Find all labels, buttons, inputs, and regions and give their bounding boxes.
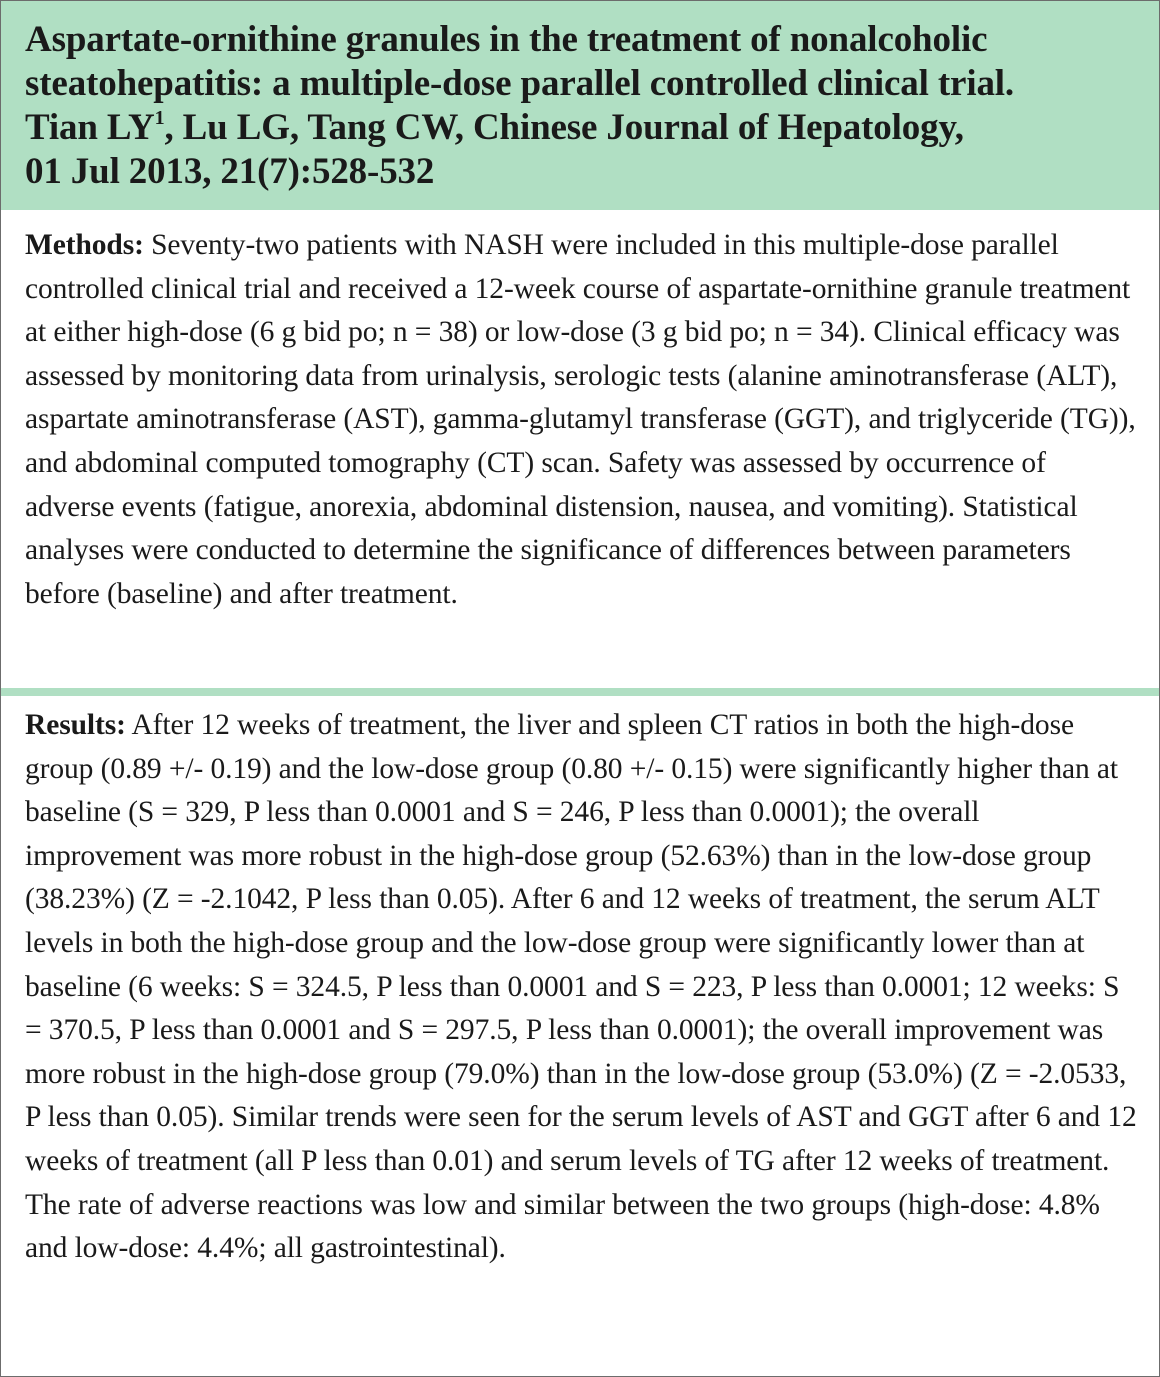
methods-section xyxy=(1,224,1159,616)
methods-text: Seventy-two patients with NASH were included in this multiple-dose parallel controlled clinical trial and received a 12-week course of aspartate-ornithine granule treatment at either high-dose (6 g bid po; n = 38) or low-dose (3 g bid po; n = 34). Clinical efficacy was assessed by monitoring data from urinalysis, serologic tests (alanine aminotransferase (ALT), aspartate aminotransferase (AST), gamma-glutamyl transferase (GGT), and triglyceride (TG)), and abdominal computed tomography (CT) scan. Safety was assessed by occurrence of adverse events (fatigue, anorexia, abdominal distension, nausea, and vomiting). Statistical analyses were conducted to determine the significance of differences between parameters before (baseline) and after treatment. xyxy=(25,229,1136,610)
citation-header xyxy=(1,1,1159,210)
affiliation-marker: 1 xyxy=(154,107,165,129)
lead-author: Tian LY xyxy=(25,107,155,148)
methods-label: Methods: xyxy=(25,229,144,261)
results-text: After 12 weeks of treatment, the liver and spleen CT ratios in both the high-dose group (0.89 +/- 0.19) and the low-dose group (0.80 +/- 0.15) were significantly higher than at baseline (S = 329, P less than 0.0001 and S = 246, P less than 0.0001); the overall improvement was more robust in the high-dose group (52.63%) than in the low-dose group (38.23%) (Z = -2.1042, P less than 0.05). After 6 and 12 weeks of treatment, the serum ALT levels in both the high-dose group and the low-dose group were significantly lower than at baseline (6 weeks: S = 324.5, P less than 0.0001 and S = 223, P less than 0.0001; 12 weeks: S = 370.5, P less than 0.0001 and S = 297.5, P less than 0.0001); the overall improvement was more robust in the high-dose group (79.0%) than in the low-dose group (53.0%) (Z = -2.0533, P less than 0.05). Similar trends were seen for the serum levels of AST and GGT after 6 and 12 weeks of treatment (all P less than 0.01) and serum levels of TG after 12 weeks of treatment. The rate of adverse reactions was low and similar between the two groups (high-dose: 4.8% and low-dose: 4.4%; all gastrointestinal). xyxy=(25,709,1137,1265)
other-authors-journal: , Lu LG, Tang CW, Chinese Journal of Hepatology, xyxy=(164,107,964,148)
results-paragraph xyxy=(25,704,1137,1271)
section-divider xyxy=(1,688,1159,696)
citation-line xyxy=(25,106,1139,150)
results-label: Results: xyxy=(25,709,126,741)
methods-paragraph xyxy=(25,224,1137,616)
article-title: Aspartate-ornithine granules in the treatment of nonalcoholic steatohepatitis: a multiple-dose parallel controlled clinical trial. xyxy=(25,19,1015,104)
citation-details: 01 Jul 2013, 21(7):528-532 xyxy=(25,151,435,192)
results-section xyxy=(1,704,1159,1271)
